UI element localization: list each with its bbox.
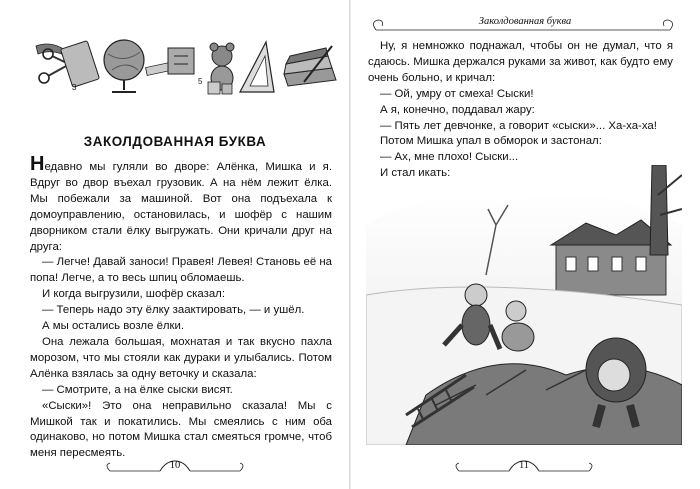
page-number: 11 [518, 460, 530, 471]
paragraph: Ну, я немножко поднажал, чтобы он не думал, что я сдаюсь. Мишка держался руками за живот, как будто ему очень больно, и кричал: [368, 40, 673, 84]
right-page-text [368, 39, 673, 182]
paragraph: А мы остались возле ёлки. [42, 320, 185, 333]
notebook-icon [61, 41, 100, 92]
paragraph: — Пять лет девчонке, а говорит «сыски»... Ха-ха-ха! [380, 119, 657, 132]
paragraph: «Сыски»! Это она неправильно сказала! Мы с Мишкой так и покатились. Мы смеялись с ним оба одинаково, но потом Мишка стал смеяться громче, чтоб меня пересмеять. [30, 399, 332, 460]
running-head-title: Заколдованная буква [478, 16, 572, 27]
books-icon [284, 48, 336, 86]
school-supplies-banner [28, 34, 340, 96]
paragraph: И когда выгрузили, шофёр сказал: [42, 288, 225, 301]
paragraph: — Теперь надо эту ёлку заактировать, — и ушёл. [42, 304, 305, 317]
paragraph: — Ой, умру от смеха! Сыски! [380, 87, 534, 100]
drop-cap: Н [30, 153, 45, 175]
clock-icon [168, 48, 203, 86]
paragraph: Потом Мишка упал в обморок и застонал: [380, 135, 602, 148]
paragraph: — Легче! Давай заноси! Правея! Левея! Становь её на попа! Легче, а то весь шпиц обломаешь. [30, 256, 332, 285]
first-paragraph-text: едавно мы гуляли во дворе: Алёнка, Мишка и я. Вдруг во двор въехал грузовик. А на нём лежит ёлка. Мы побежали за машиной. Вот она подъехала к домоуправлению, остановилась, и шофёр с нашим дворником стали ёлку выгружать. Они кричали друг на друга: [30, 161, 332, 253]
story-illustration [366, 165, 682, 445]
right-page [350, 0, 700, 489]
svg-text:5: 5 [198, 77, 203, 86]
running-head [370, 14, 680, 34]
story-title: ЗАКОЛДОВАННАЯ БУКВА [83, 134, 267, 149]
paragraph: — Смотрите, а на ёлке сыски висят. [42, 383, 233, 396]
paragraph: Она лежала большая, мохнатая и так вкусно пахла морозом, что мы стояли как дураки и улыбались. Потом Алёнка взялась за одну веточку и сказала: [30, 335, 332, 380]
paragraph: — Ах, мне плохо! Сыски... [380, 151, 519, 164]
left-page-text [30, 153, 332, 462]
triangle-ruler-icon [240, 42, 274, 92]
svg-text:3: 3 [72, 83, 77, 92]
paragraph: И стал икать: [380, 167, 451, 180]
page-number: 10 [169, 460, 181, 471]
page-number-footer [449, 455, 599, 479]
paragraph: А я, конечно, поддавал жару: [380, 103, 535, 116]
page-number-footer [100, 455, 250, 479]
globe-icon [104, 40, 144, 92]
blocks-icon [208, 82, 232, 94]
first-paragraph [30, 153, 332, 255]
